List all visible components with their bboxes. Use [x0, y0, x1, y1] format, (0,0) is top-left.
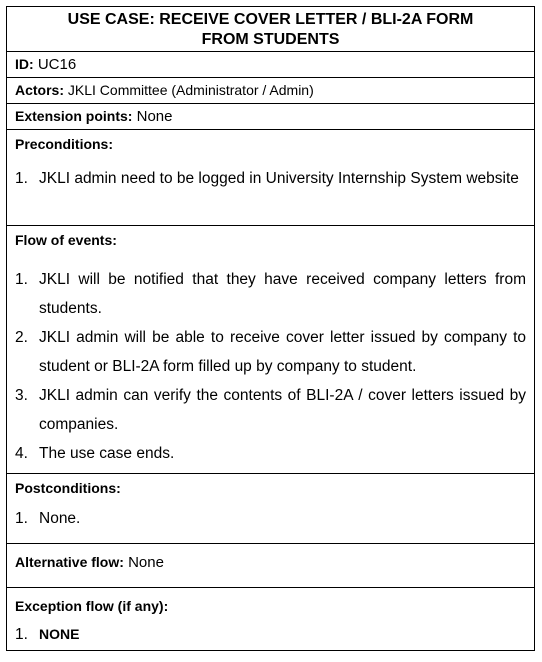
id-value: UC16	[37, 56, 77, 73]
exception-flow-list	[15, 620, 526, 649]
exception-flow-section	[7, 587, 534, 650]
list-item: 4. The use case ends.	[15, 445, 175, 462]
list-item: 2. JKLI admin will be able to receive cover letter issued by company to student or BLI-2A form filled up by company to student.	[15, 329, 526, 375]
postconditions-list	[15, 504, 526, 533]
alternative-flow-value: None	[128, 554, 164, 571]
list-item: 1. NONE	[15, 626, 80, 643]
preconditions-section	[7, 129, 534, 225]
list-item: 3. JKLI admin can verify the contents of BLI-2A / cover letters issued by companies.	[15, 387, 526, 433]
extension-points-label: Extension points:	[15, 108, 133, 124]
preconditions-list	[15, 164, 526, 193]
preconditions-heading: Preconditions:	[15, 136, 114, 152]
id-label: ID:	[15, 56, 34, 72]
postconditions-section	[7, 473, 534, 543]
alternative-flow-row	[7, 543, 534, 587]
flow-of-events-section	[7, 225, 534, 473]
list-item: 1. JKLI admin need to be logged in University Internship System website	[15, 170, 519, 187]
flow-of-events-heading: Flow of events:	[15, 232, 117, 248]
list-item: 1. JKLI will be notified that they have received company letters from students.	[15, 271, 526, 317]
use-case-title: USE CASE: RECEIVE COVER LETTER / BLI-2A FORM FROM STUDENTS	[67, 11, 474, 48]
list-item: 1. None.	[15, 510, 81, 527]
exception-flow-heading: Exception flow (if any):	[15, 598, 169, 614]
flow-of-events-list	[15, 265, 526, 468]
use-case-table	[6, 6, 535, 651]
alternative-flow-label: Alternative flow:	[15, 554, 124, 570]
actors-row	[7, 77, 534, 103]
actors-label: Actors:	[15, 82, 65, 98]
id-row	[7, 51, 534, 77]
postconditions-heading: Postconditions:	[15, 480, 121, 496]
extension-points-value: None	[136, 108, 173, 125]
actors-value: JKLI Committee (Administrator / Admin)	[67, 82, 314, 98]
extension-points-row	[7, 103, 534, 129]
